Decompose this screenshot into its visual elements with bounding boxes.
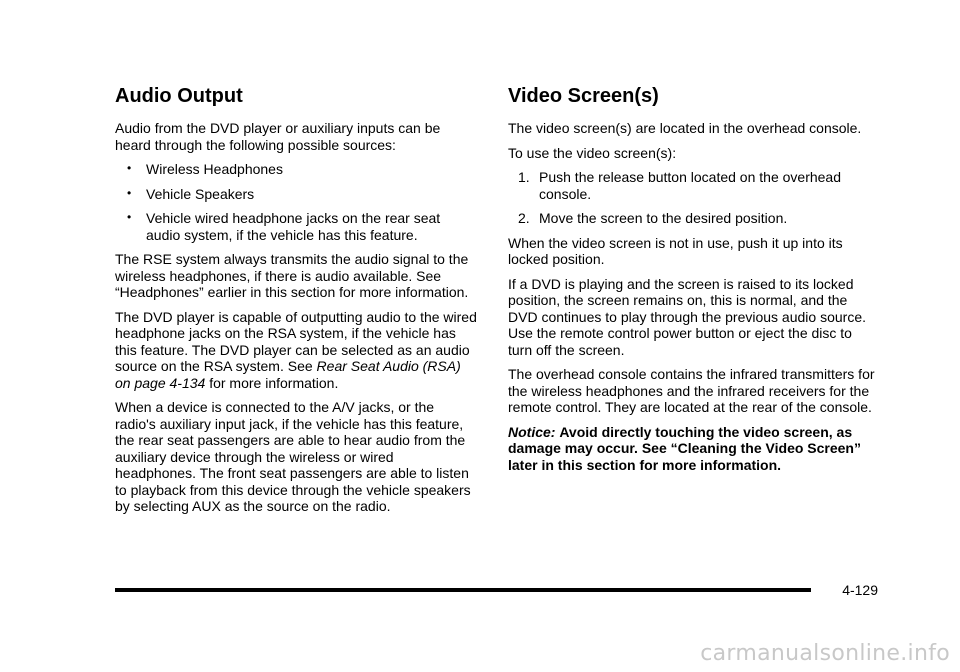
- video-screens-heading: Video Screen(s): [508, 85, 659, 107]
- watermark: carmanualsonline.info: [700, 641, 950, 666]
- footer-rule: [115, 588, 811, 592]
- audio-intro: Audio from the DVD player or auxiliary inputs can be heard through the following possible sources:: [115, 120, 441, 153]
- rse-paragraph: The RSE system always transmits the audio signal to the wireless headphones, if there is audio available. See “Headphones” earlier in this section for more information.: [115, 251, 469, 300]
- bullet-icon: •: [127, 210, 132, 224]
- notice-text: Avoid directly touching the video screen, as damage may occur. See “Cleaning the Video Screen” later in this section for more information.: [508, 423, 861, 473]
- audio-output-heading: Audio Output: [115, 85, 243, 107]
- dvd-output-text: The DVD player is capable of outputting audio to the wired headphone jacks on the RSA system, if the vehicle has this feature. The DVD player can be selected as an audio source on the RSA system. See: [115, 308, 477, 374]
- bullet-icon: •: [127, 185, 132, 200]
- step-number: 1.: [518, 169, 530, 185]
- audio-sources-list: [115, 161, 477, 243]
- list-item: [115, 210, 477, 243]
- bullet-icon: •: [127, 161, 132, 175]
- video-location-paragraph: The video screen(s) are located in the overhead console.: [508, 120, 862, 136]
- step-number: 2.: [518, 210, 530, 226]
- list-item-text: Wireless Headphones: [146, 161, 283, 177]
- list-item: [115, 161, 477, 178]
- page-number: 4-129: [842, 582, 878, 598]
- list-item-text: Vehicle Speakers: [146, 185, 255, 202]
- step-text: Move the screen to the desired position.: [539, 210, 788, 226]
- list-item: [115, 186, 477, 203]
- av-jacks-paragraph: When a device is connected to the A/V jacks, or the radio's auxiliary input jack, if the vehicle has this feature, the rear seat passengers are able to hear audio from the auxiliary device through the wireless or wired headphones. The front seat passengers are able to listen to playback from this device through the vehicle speakers by selecting AUX as the source on the radio.: [115, 399, 471, 514]
- dvd-output-text-end: for more information.: [205, 374, 339, 391]
- video-steps-list: [508, 169, 876, 227]
- right-column: [508, 84, 876, 481]
- notice-label: Notice:: [508, 423, 556, 440]
- list-item: [508, 210, 876, 227]
- dvd-output-paragraph: [115, 309, 477, 392]
- dvd-playing-paragraph: If a DVD is playing and the screen is raised to its locked position, the screen remains on, this is normal, and the DVD continues to play through the previous audio source. Use the remote control power button or eject the disc to turn off the screen.: [508, 275, 866, 358]
- video-use-intro: To use the video screen(s):: [508, 144, 677, 161]
- list-item-text: Vehicle wired headphone jacks on the rear seat audio system, if the vehicle has this feature.: [146, 210, 441, 243]
- rsa-cross-reference: Rear Seat Audio (RSA) on page 4‑134: [115, 358, 461, 391]
- locked-position-paragraph: When the video screen is not in use, push it up into its locked position.: [508, 234, 843, 267]
- list-item: [508, 169, 876, 202]
- left-column: [115, 84, 477, 523]
- infrared-paragraph: The overhead console contains the infrared transmitters for the wireless headphones and the infrared receivers for the remote control. They are located at the rear of the console.: [508, 366, 875, 415]
- notice: [508, 424, 876, 474]
- step-text: Push the release button located on the overhead console.: [539, 169, 841, 202]
